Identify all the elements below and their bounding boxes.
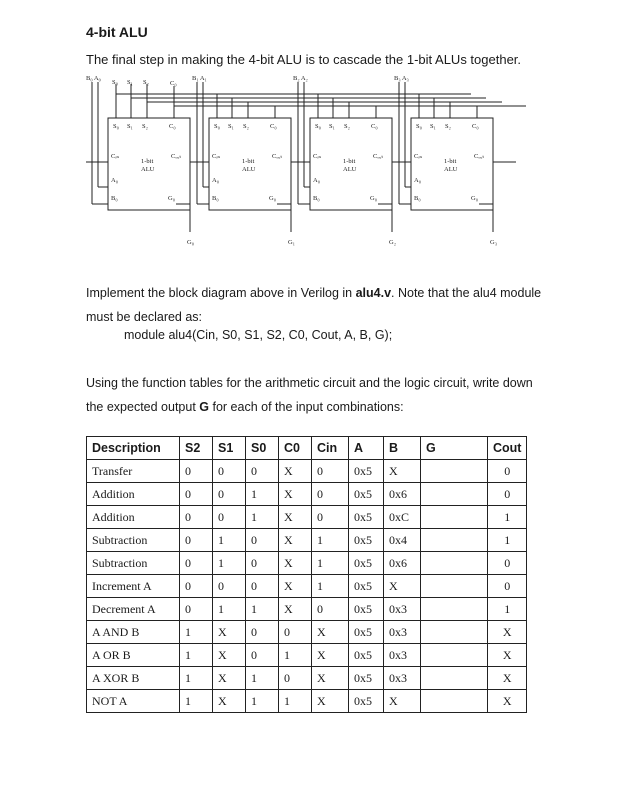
svg-text:S₀: S₀ [214,123,220,130]
table-cell-a: 0x5 [349,483,384,506]
svg-text:1-bit: 1-bit [141,158,154,165]
table-cell-description: Addition [87,483,180,506]
col-description: Description [87,437,180,460]
table-cell-g[interactable] [421,621,488,644]
table-cell-s2: 0 [180,552,213,575]
label-b3a3: B₃ A₃ [394,75,409,82]
table-cell-b: 0x3 [384,598,421,621]
table-cell-b: X [384,460,421,483]
table-cell-c0: X [279,460,312,483]
alu-block-3 [414,123,497,246]
table-cell-description: Decrement A [87,598,180,621]
table-cell-g[interactable] [421,575,488,598]
table-cell-s1: X [213,690,246,713]
table-cell-description: A OR B [87,644,180,667]
table-cell-cout: 0 [488,552,527,575]
table-cell-c0: X [279,483,312,506]
table-cell-s1: 0 [213,460,246,483]
table-row [87,552,527,575]
table-cell-s1: 1 [213,552,246,575]
col-cin: Cin [312,437,349,460]
col-a: A [349,437,384,460]
table-cell-s0: 0 [246,644,279,667]
table-cell-a: 0x5 [349,690,384,713]
svg-text:A₀: A₀ [313,177,320,184]
table-cell-s2: 0 [180,506,213,529]
svg-text:Cᵢₙ: Cᵢₙ [313,153,322,160]
svg-text:1-bit: 1-bit [242,158,255,165]
table-cell-c0: 0 [279,667,312,690]
table-cell-s0: 1 [246,598,279,621]
table-cell-c0: 0 [279,621,312,644]
svg-text:S₂: S₂ [243,123,249,130]
svg-text:Cᵢₙ: Cᵢₙ [111,153,120,160]
svg-text:G₃: G₃ [490,239,497,246]
table-cell-a: 0x5 [349,598,384,621]
table-cell-description: NOT A [87,690,180,713]
svg-text:C₀: C₀ [169,123,176,130]
svg-text:G₀: G₀ [471,195,478,202]
svg-text:G₀: G₀ [168,195,175,202]
svg-text:Cᵢₙ: Cᵢₙ [212,153,221,160]
svg-text:S₂: S₂ [142,123,148,130]
svg-text:ALU: ALU [343,166,357,173]
table-cell-a: 0x5 [349,552,384,575]
table-cell-description: Transfer [87,460,180,483]
table-cell-description: A XOR B [87,667,180,690]
table-cell-c0: 1 [279,644,312,667]
alu-test-table [86,436,527,713]
table-cell-b: 0xC [384,506,421,529]
table-cell-b: 0x3 [384,621,421,644]
table-cell-s2: 0 [180,529,213,552]
label-b0a0: B₀ A₀ [86,75,101,82]
table-cell-cin: 1 [312,552,349,575]
svg-text:C₀: C₀ [472,123,479,130]
svg-text:ALU: ALU [444,166,458,173]
table-cell-s2: 0 [180,483,213,506]
table-cell-cout: 1 [488,529,527,552]
table-cell-cin: X [312,667,349,690]
table-cell-cout: 1 [488,506,527,529]
table-cell-cin: 1 [312,529,349,552]
table-cell-s0: 1 [246,667,279,690]
table-cell-b: 0x6 [384,552,421,575]
table-cell-cin: 0 [312,460,349,483]
table-cell-cout: X [488,621,527,644]
table-cell-description: Increment A [87,575,180,598]
table-cell-description: Subtraction [87,552,180,575]
table-cell-s1: 1 [213,529,246,552]
table-row [87,690,527,713]
table-cell-a: 0x5 [349,575,384,598]
table-cell-a: 0x5 [349,644,384,667]
table-cell-g[interactable] [421,598,488,621]
table-cell-cin: X [312,621,349,644]
svg-text:G₀: G₀ [269,195,276,202]
svg-text:ALU: ALU [242,166,256,173]
svg-text:ALU: ALU [141,166,155,173]
label-s2: S₂ [143,79,149,86]
table-row [87,644,527,667]
table-cell-description: Subtraction [87,529,180,552]
svg-text:S₁: S₁ [430,123,436,130]
table-cell-cout: 0 [488,483,527,506]
output-g-label: G [199,400,210,414]
table-cell-b: 0x3 [384,667,421,690]
svg-text:S₁: S₁ [228,123,234,130]
svg-text:Cₒᵤₜ: Cₒᵤₜ [474,153,484,160]
table-row [87,483,527,506]
table-cell-cout: X [488,690,527,713]
table-cell-s0: 0 [246,575,279,598]
table-cell-g[interactable] [421,506,488,529]
table-cell-cout: 0 [488,460,527,483]
table-cell-s0: 0 [246,460,279,483]
implementation-paragraph: Implement the block diagram above in Verilog in alu4.v. Note that the alu4 module must be declared as: [86,286,542,324]
svg-text:B₀: B₀ [313,195,320,202]
svg-text:S₀: S₀ [113,123,119,130]
label-b1a1: B₁ A₁ [192,75,207,82]
table-cell-s0: 1 [246,483,279,506]
table-row [87,667,527,690]
svg-text:S₁: S₁ [329,123,335,130]
table-cell-cin: X [312,644,349,667]
table-cell-b: 0x4 [384,529,421,552]
table-cell-c0: X [279,529,312,552]
verilog-filename: alu4.v [355,286,392,300]
table-cell-s2: 1 [180,667,213,690]
svg-text:A₀: A₀ [212,177,219,184]
table-cell-cout: 0 [488,575,527,598]
col-b: B [384,437,421,460]
table-row [87,621,527,644]
table-cell-s2: 1 [180,621,213,644]
col-g: G [421,437,488,460]
table-cell-g[interactable] [421,690,488,713]
table-cell-s2: 0 [180,460,213,483]
svg-text:C₀: C₀ [371,123,378,130]
table-cell-cin: 0 [312,598,349,621]
table-cell-s2: 0 [180,598,213,621]
table-cell-cin: X [312,690,349,713]
svg-text:Cₒᵤₜ: Cₒᵤₜ [171,153,181,160]
page-title: 4-bit ALU [86,24,148,40]
table-cell-s2: 0 [180,575,213,598]
table-cell-c0: X [279,552,312,575]
table-cell-g[interactable] [421,460,488,483]
table-cell-s0: 0 [246,529,279,552]
table-cell-s0: 1 [246,506,279,529]
svg-text:Cₒᵤₜ: Cₒᵤₜ [272,153,282,160]
table-cell-b: 0x3 [384,644,421,667]
label-s1: S₁ [127,79,133,86]
table-cell-c0: X [279,575,312,598]
table-cell-description: A AND B [87,621,180,644]
svg-text:A₀: A₀ [111,177,118,184]
label-b2a2: B₂ A₂ [293,75,308,82]
table-row [87,506,527,529]
svg-text:S₂: S₂ [344,123,350,130]
table-header-row [87,437,527,460]
label-s0: S₀ [112,79,118,86]
col-cout: Cout [488,437,527,460]
svg-text:S₂: S₂ [445,123,451,130]
table-cell-s2: 1 [180,644,213,667]
table-cell-s1: 0 [213,506,246,529]
table-cell-s1: X [213,667,246,690]
table-cell-s1: 0 [213,575,246,598]
svg-text:S₀: S₀ [416,123,422,130]
table-cell-a: 0x5 [349,621,384,644]
table-cell-s0: 1 [246,690,279,713]
table-cell-b: X [384,575,421,598]
table-cell-s0: 0 [246,621,279,644]
table-cell-c0: 1 [279,690,312,713]
table-cell-c0: X [279,506,312,529]
table-cell-description: Addition [87,506,180,529]
table-cell-g[interactable] [421,483,488,506]
alu-block-diagram [86,72,526,257]
table-cell-a: 0x5 [349,506,384,529]
col-s1: S1 [213,437,246,460]
svg-text:C₀: C₀ [270,123,277,130]
intro-text: The final step in making the 4-bit ALU is to cascade the 1-bit ALUs together. [86,52,522,67]
table-cell-cin: 0 [312,506,349,529]
table-cell-a: 0x5 [349,460,384,483]
table-cell-b: 0x6 [384,483,421,506]
table-cell-cout: X [488,644,527,667]
table-cell-s0: 0 [246,552,279,575]
svg-text:G₀: G₀ [187,239,194,246]
svg-text:G₁: G₁ [288,239,295,246]
table-cell-s1: 1 [213,598,246,621]
svg-text:G₀: G₀ [370,195,377,202]
svg-text:Cₒᵤₜ: Cₒᵤₜ [373,153,383,160]
col-s2: S2 [180,437,213,460]
table-cell-s1: X [213,621,246,644]
table-row [87,598,527,621]
svg-text:Cᵢₙ: Cᵢₙ [414,153,423,160]
svg-text:1-bit: 1-bit [343,158,356,165]
svg-text:A₀: A₀ [414,177,421,184]
svg-text:S₁: S₁ [127,123,133,130]
table-cell-g[interactable] [421,644,488,667]
col-c0: C0 [279,437,312,460]
alu-block-1 [212,123,295,246]
table-cell-b: X [384,690,421,713]
table-cell-a: 0x5 [349,529,384,552]
svg-text:S₀: S₀ [315,123,321,130]
table-cell-g[interactable] [421,529,488,552]
table-row [87,460,527,483]
table-row [87,575,527,598]
table-cell-c0: X [279,598,312,621]
table-cell-g[interactable] [421,667,488,690]
table-cell-s2: 1 [180,690,213,713]
alu-block-0 [111,123,194,246]
svg-text:B₀: B₀ [414,195,421,202]
table-cell-s1: 0 [213,483,246,506]
svg-text:B₀: B₀ [212,195,219,202]
table-cell-cout: X [488,667,527,690]
table-cell-cout: 1 [488,598,527,621]
label-c0: C₀ [170,80,177,87]
table-cell-cin: 1 [312,575,349,598]
svg-text:1-bit: 1-bit [444,158,457,165]
table-cell-s1: X [213,644,246,667]
table-row [87,529,527,552]
table-cell-g[interactable] [421,552,488,575]
alu-block-2 [313,123,396,246]
col-s0: S0 [246,437,279,460]
svg-text:G₂: G₂ [389,239,396,246]
module-declaration: module alu4(Cin, S0, S1, S2, C0, Cout, A, B, G); [124,328,393,342]
instructions-paragraph: Using the function tables for the arithmetic circuit and the logic circuit, write down the expected output G for each of the input combinations: [86,376,533,414]
table-cell-cin: 0 [312,483,349,506]
svg-text:B₀: B₀ [111,195,118,202]
table-cell-a: 0x5 [349,667,384,690]
